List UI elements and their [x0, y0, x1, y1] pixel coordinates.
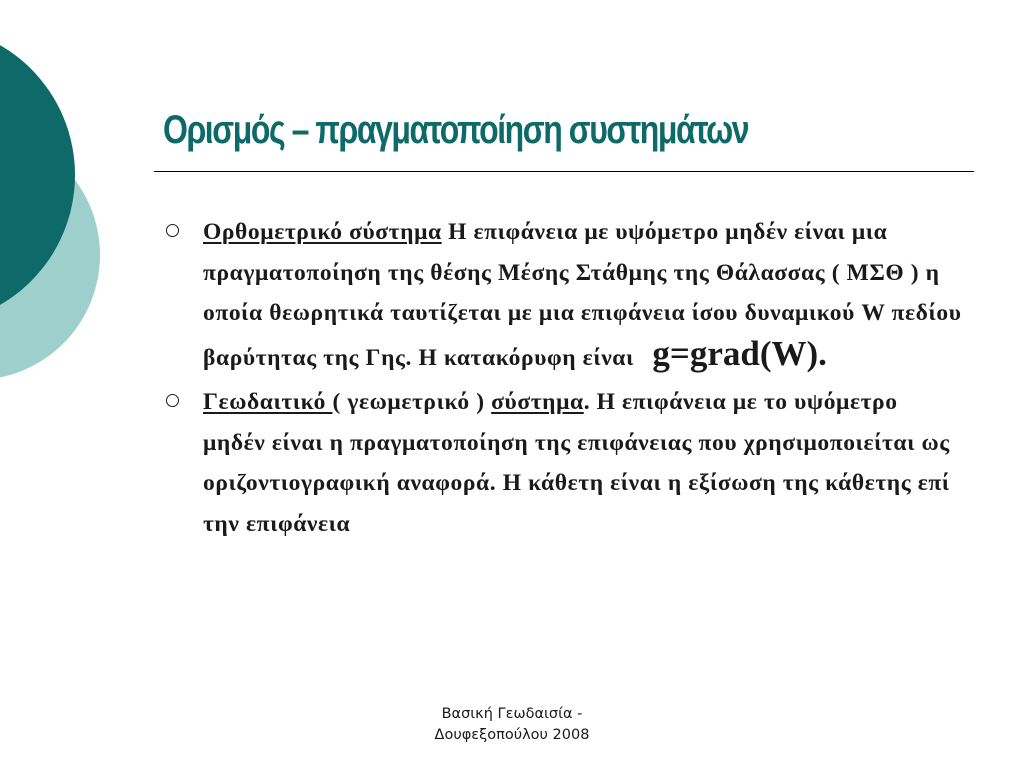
- bullet-term: Ορθομετρικό σύστημα: [203, 219, 442, 245]
- bullet-term-aside: ( γεωμετρικό ): [332, 389, 492, 415]
- bullet-term-second: σύστημα: [491, 389, 584, 415]
- footer-course: Βασική Γεωδαισία -: [441, 706, 583, 722]
- gravity-formula: g=grad(W).: [652, 333, 827, 373]
- bullet-marker-icon: [166, 224, 179, 237]
- title-divider: [154, 171, 974, 172]
- bullet-orthometric-system: [163, 212, 963, 378]
- bullet-term: Γεωδαιτικό: [203, 389, 333, 415]
- footer-author-year: Δουφεξοπούλου 2008: [434, 727, 590, 743]
- bullet-text: Η επιφάνεια με υψόμετρο μηδέν είναι μια πραγματοποίηση της θέσης Μέσης Στάθμης της Θάλασσας ( ΜΣΘ ) η οποία θεωρητικά ταυτίζεται με μια επιφάνεια ίσου δυναμικού W πεδίου βαρύτητας της Γης. Η κατακόρυφη είναι: [203, 219, 962, 371]
- bullet-list: [163, 212, 963, 544]
- decorative-circles: [0, 0, 140, 420]
- bullet-geodetic-system: [163, 382, 963, 544]
- footer: [362, 704, 662, 746]
- bullet-text: . Η επιφάνεια με το υψόμετρο μηδέν είναι η πραγματοποίηση της επιφάνειας που χρησιμοποιείται ως οριζοντιογραφική αναφορά. Η κάθετη είναι η εξίσωση της κάθετης επί την επιφάνεια: [203, 389, 950, 537]
- bullet-marker-icon: [166, 394, 179, 407]
- slide-title: Ορισμός – πραγματοποίηση συστημάτων: [163, 108, 749, 152]
